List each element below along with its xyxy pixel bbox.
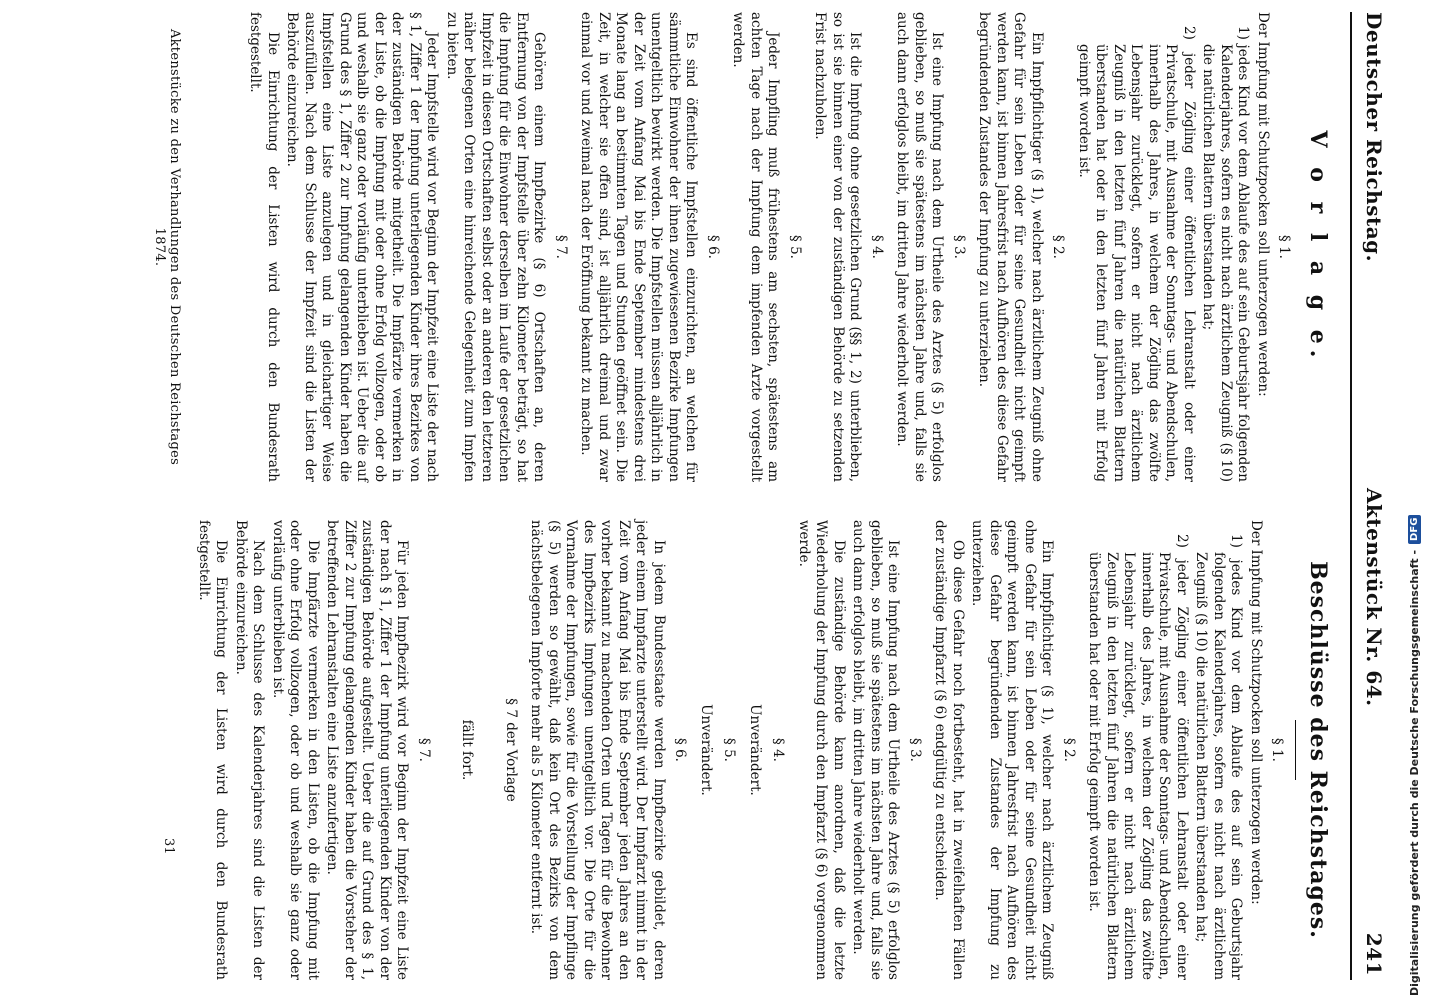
paragraph: Die Einrichtung der Listen wird durch den Bundesrath festgestellt. — [196, 520, 230, 980]
section-heading: § 7. — [416, 738, 432, 762]
paragraph: Jeder Impfstelle wird vor Beginn der Impfzeit eine Liste der nach § 1, Ziffer 1 der Impfung unterliegenden Kinder ihres Bezirkes von der zuständigen Behörde mitgetheilt. Die Impfärzte vermerken in der Liste, ob die Impfung mit oder ohne Erfolg vollzogen, oder ob und weshalb sie ganz oder vorläufig unterblieben ist. Ueber die auf Grund des § 1, Ziffer 2 zur Impfung gelangenden Kinder haben die Impfstellen eine Liste anzulegen und in gleichartiger Weise auszufüllen. Nach dem Schlusse der Impfzeit sind die Listen der Behörde einzureichen. — [284, 12, 441, 482]
paragraph: Es sind öffentliche Impfstellen einzurichten, an welchen für sämmtliche Einwohner der ihnen zugewiesenen Bezirke Impfungen unentgeltlich bewirkt werden. Die Impfstellen müssen alljährlich in der Zeit vom Anfang Mai bis Ende September mindestens drei Monate lang an bestimmten Tagen und Stunden geöffnet sein. Die Zeit, in welcher sie offen sind, ist alljährlich dreimal und zwar einmal vor und zweimal nach der Eröffnung bekannt zu machen. — [578, 12, 700, 482]
digitization-credit — [1408, 515, 1421, 996]
section-heading: § 7. — [553, 235, 569, 259]
paragraph: Ist die Impfung ohne gesetzlichen Grund (§§ 1, 2) unterblieben, so ist sie binnen einer von der zuständigen Behörde zu setzenden Frist nachzuholen. — [812, 12, 864, 482]
paragraph: Gehören einem Impfbezirke (§ 6) Ortschaften an, deren Entfernung von der Impfstelle über zehn Kilometer beträgt, so hat die Impfung für die Einwohner derselben im Laufe der gesetzlichen Impfzeit in diesen Ortschaften selbst oder an anderen den letzteren näher belegenen Orten eine hinreichende Gelegenheit zum Impfen zu bieten. — [444, 12, 548, 482]
paragraph: Ist eine Impfung nach dem Urtheile des Arztes (§ 5) erfolglos geblieben, so muß sie spätestens im nächsten Jahre und, falls sie auch dann erfolglos bleibt, im dritten Jahre wiederholt werden. — [850, 520, 902, 980]
header-left: Deutscher Reichstag. — [1362, 12, 1386, 263]
column-vorlage — [244, 12, 1338, 482]
paragraph: Die Einrichtung der Listen wird durch den Bundesrath festgestellt. — [247, 12, 281, 482]
paragraph: Ob diese Gefahr noch fortbesteht, hat in zweifelhaften Fällen der zuständige Impfarzt (§ 6) endgültig zu entscheiden. — [932, 520, 966, 980]
unchanged-note: Unverändert. — [747, 704, 763, 796]
page-number-footer: 31 — [161, 838, 176, 855]
digitization-text: Digitalisierung gefördert durch die Deutsche Forschungsgemeinschaft - — [1408, 549, 1421, 996]
section-heading: § 3. — [951, 235, 967, 259]
paragraph: Ein Impfpflichtiger (§ 1), welcher nach ärztlichem Zeugniß ohne Gefahr für sein Leben oder für seine Gesundheit nicht geimpft werden kann, ist binnen Jahresfrist nach Aufhören des diese Gefahr begründenden Zustandes der Impfung zu unterziehen. — [976, 12, 1045, 482]
section-heading: § 5. — [787, 235, 803, 259]
list-item: 2) jeder Zögling einer öffentlichen Lehranstalt oder einer Privatschule, mit Ausnahme der Sonntags- und Abendschulen, innerhalb des Jahres, in welchem der Zögling das zwölfte Lebensjahr zurücklegt, sofern er nicht nach ärztlichem Zeugniß in den letzten fünf Jahren die natürlichen Blattern überstanden hat oder mit Erfolg geimpft worden ist. — [1086, 534, 1190, 980]
section-heading: § 7 der Vorlage — [503, 698, 519, 802]
paragraph: Die zuständige Behörde kann anordnen, daß die letzte Wiederholung der Impfung durch den Impfarzt (§ 6) vorgenommen werde. — [796, 520, 847, 980]
document-page — [118, 8, 1408, 988]
title-rule — [1296, 720, 1297, 780]
page-number-header: 241 — [1362, 932, 1386, 976]
paragraph: Ist eine Impfung nach dem Urtheile des Arztes (§ 5) erfolglos geblieben, so muß sie spätestens im nächsten Jahre und, falls sie auch dann erfolglos bleibt, im dritten Jahre wiederholt werden. — [894, 12, 946, 482]
section-heading: § 4. — [869, 235, 885, 259]
section-heading: § 1. — [1269, 738, 1286, 762]
footer-reference: Aktenstücke zu den Verhandlungen des Deutschen Reichstages 1874. — [152, 28, 182, 466]
paragraph: In jedem Bundesstaate werden Impfbezirke gebildet, deren jeder einem Impfarzte unterstellt wird. Der Impfarzt nimmt in der Zeit vom Anfang Mai bis Ende September jeden Jahres an den vorher bekannt zu machenden Orten und Tagen für die Bewohner des Impfbezirks Impfungen unentgeltlich vor. Die Orte für die Vornahme der Impfungen, sowie für die Vorstellung der Impflinge (§ 5) werden so gewählt, daß kein Ort des Bezirks von dem nächstbelegenen Impforte mehr als 5 Kilometer entfernt ist. — [528, 520, 667, 980]
paragraph: Der Impfung mit Schutzpocken soll unterzogen werden: — [1255, 12, 1271, 397]
paragraph: Jeder Impfling muß frühestens am sechsten, spätestens am achten Tage nach der Impfung dem impfenden Arzte vorgestellt werden. — [730, 12, 782, 482]
section-heading: § 2. — [1061, 738, 1077, 762]
section-heading: § 2. — [1050, 235, 1067, 259]
header-rule — [1350, 12, 1352, 980]
section-heading: § 1. — [1276, 235, 1293, 259]
header-center: Aktenstück Nr. 64. — [1362, 488, 1386, 707]
removed-note: fällt fort. — [459, 719, 476, 781]
section-heading: § 6. — [672, 738, 689, 762]
section-heading: § 6. — [705, 235, 721, 259]
paragraph: Der Impfung mit Schutzpocken soll unterzogen werden: — [1248, 520, 1264, 905]
column-title-beschluesse: Beschlüsse des Reichstages. — [1305, 561, 1331, 939]
list-item: 2) jeder Zögling einer öffentlichen Lehranstalt oder einer Privatschule, mit Ausnahme der Sonntags- und Abendschulen, innerhalb des Jahres, in welchem der Zögling das zwölfte Lebensjahr zurücklegt, sofern er nicht nach ärztlichem Zeugniß in den letzten fünf Jahren die natürlichen Blattern überstanden hat oder in den letzten fünf Jahren mit Erfolg geimpft worden ist. — [1076, 26, 1197, 482]
list-item: 1) jedes Kind vor dem Ablaufe des auf sein Geburtsjahr folgenden Kalenderjahres, sofern es nicht nach ärztlichem Zeugniß (§ 10) die natürlichen Blattern überstanden hat; — [1200, 26, 1252, 482]
unchanged-note: Unverändert. — [698, 704, 714, 796]
paragraph: Nach dem Schlusse des Kalenderjahres sind die Listen der Behörde einzureichen. — [233, 520, 267, 980]
section-heading: § 3. — [907, 738, 923, 762]
list-item: 1) jedes Kind vor dem Ablaufe des auf sein Geburtsjahr folgenden Kalenderjahres, sofern es nicht nach ärztlichem Zeugniß (§ 10) die natürlichen Blattern überstanden hat; — [1193, 534, 1245, 980]
column-title-vorlage: V o r l a g e. — [1305, 130, 1331, 364]
paragraph: Ein Impfpflichtiger (§ 1), welcher nach ärztlichem Zeugniß ohne Gefahr für sein Leben oder für seine Gesundheit nicht geimpft werden kann, ist binnen Jahresfrist nach Aufhören des diese Gefahr begründenden Zustandes der Impfung zu unterziehen. — [969, 520, 1056, 980]
section-heading: § 5. — [721, 738, 738, 762]
section-heading: § 4. — [770, 738, 787, 762]
dfg-logo: DFG — [1408, 515, 1421, 544]
paragraph: Für jeden Impfbezirk wird vor Beginn der Impfzeit eine Liste der nach § 1, Ziffer 1 der Impfung unterliegenden Kinder von der zuständigen Behörde aufgestellt. Ueber die auf Grund des § 1, Ziffer 2 zur Impfung gelangenden Kinder haben die Vorsteher der betreffenden Lehranstalten eine Liste anzufertigen. — [324, 520, 411, 980]
paragraph: Die Impfärzte vermerken in den Listen, ob die Impfung mit oder ohne Erfolg vollzogen, oder ob und weshalb sie ganz oder vorläufig unterblieben ist. — [270, 520, 321, 980]
column-beschluesse — [193, 520, 1339, 980]
